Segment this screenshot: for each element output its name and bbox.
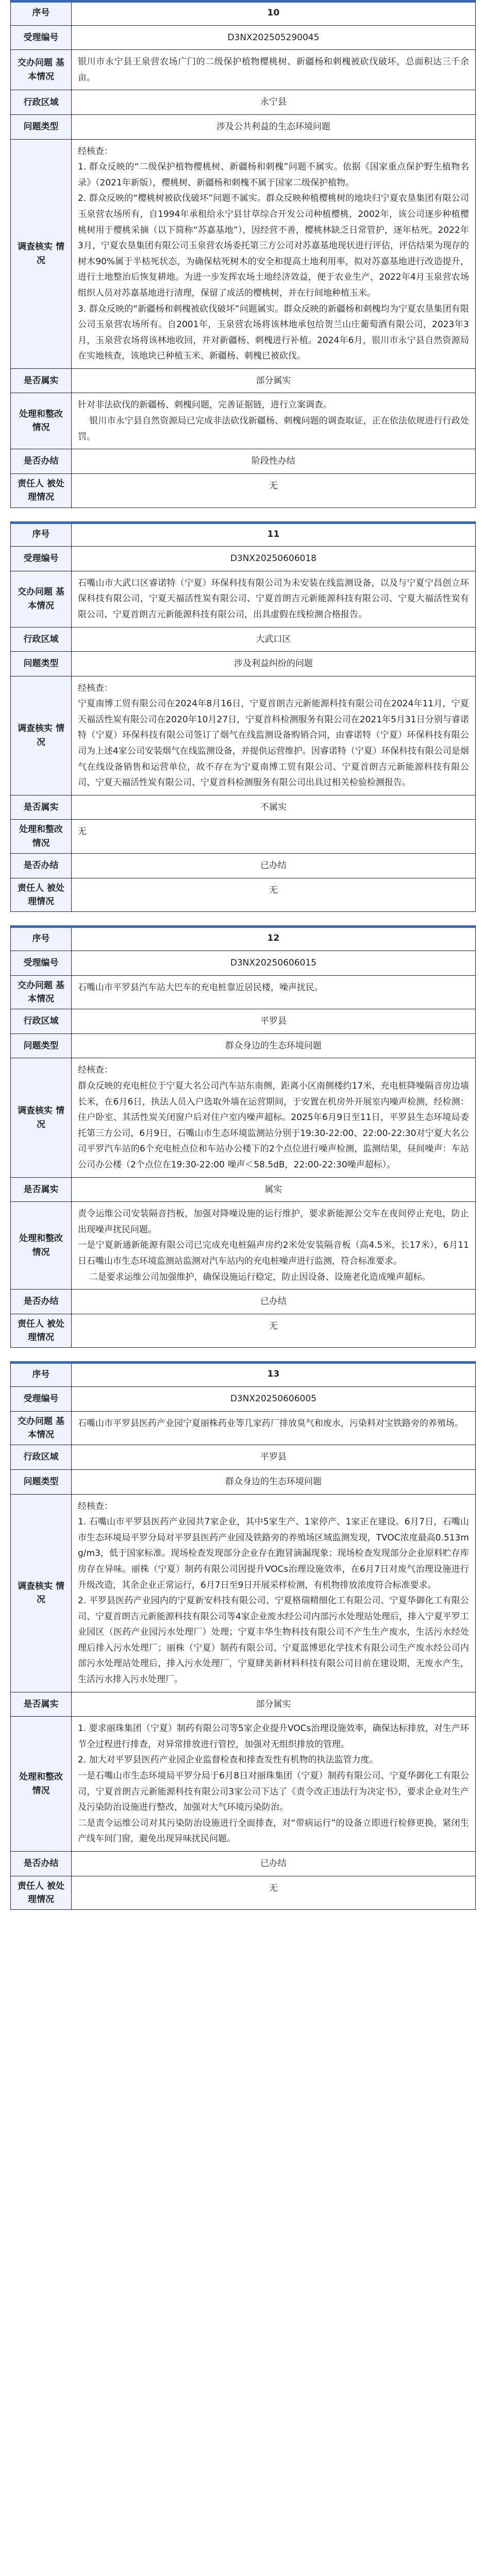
case-person: 无 <box>269 885 278 895</box>
row-result <box>11 1716 475 1851</box>
label-description: 交办问题 基本情况 <box>11 1412 72 1445</box>
label-check: 调查核实 情况 <box>11 140 72 368</box>
row-result <box>11 819 475 853</box>
case-truth: 属实 <box>264 1184 282 1195</box>
label-truth: 是否属实 <box>11 369 72 393</box>
label-person: 责任人 被处理情况 <box>11 1314 72 1348</box>
label-check: 调查核实 情况 <box>11 1495 72 1692</box>
label-district: 行政区域 <box>11 1445 72 1469</box>
label-seq: 序号 <box>11 925 72 951</box>
row-truth <box>11 368 475 393</box>
label-type: 问题类型 <box>11 1034 72 1058</box>
case-person: 无 <box>269 480 278 491</box>
label-result: 处理和整改 情况 <box>11 1202 72 1289</box>
row-truth <box>11 1177 475 1202</box>
case-description: 银川市永宁县王泉营农场广门的二级保护植物樱桃树、新疆杨和刺槐被砍伐破坏，总面积达三千余亩。 <box>78 57 469 83</box>
case-truth: 不属实 <box>260 802 287 812</box>
case-district: 大武口区 <box>256 634 291 645</box>
case-seq: 13 <box>267 1369 280 1380</box>
row-seq <box>11 521 475 547</box>
row-code <box>11 25 475 50</box>
row-type <box>11 1033 475 1058</box>
label-result: 处理和整改 情况 <box>11 820 72 853</box>
row-code <box>11 546 475 571</box>
row-check <box>11 139 475 368</box>
label-description: 交办问题 基本情况 <box>11 571 72 627</box>
row-truth <box>11 1692 475 1717</box>
label-done: 是否办结 <box>11 854 72 878</box>
case-check: 经核查： 1. 石嘴山市平罗县医药产业园共7家企业，其中5家生产、1家停产、1家正在建设。6月7日，石嘴山市生态环境局平罗分局对平罗县医药产业园及铁路旁的养殖场区域监测发现，TVOC浓度最高0.513mg/m3，低于国家标准。现场检查发现部分企业存在跑冒滴漏现象；现场检查发现部分企业原料贮存库房存在异味。丽株（宁夏）制药有限公司因提升VOCs治理设施效率，在6月7日对废气治理设施进行升级改造，其余企业正常运行，6月7日至9日开展采样检测，有机物排放浓度符合标准要求。 2. 平罗县医药产业园内的宁夏新安科技有限公司、宁夏格瑞精细化工有限公司、宁夏华御化工有限公司、宁夏首朗吉元新能源科技有限公司等4家企业废水经公司内部污水处理站处理后，排入宁夏平罗工业园区（医药产业园污水处理厂）处理；宁夏丰华生物科技有限公司不产生生产废水，生活污水经处理后排入污水处理厂；丽株（宁夏）制药有限公司、宁夏蓝博思化学技术有限公司生产废水经公司内部污水处理站处理后，排入污水处理厂，宁夏肆美新材料科技有限公司目前在建设期，无废水产生，生活污水排入污水处理厂。 <box>78 1501 469 1685</box>
case-card <box>10 1361 476 1910</box>
case-code: D3NX20250606018 <box>230 553 317 564</box>
case-seq: 11 <box>267 529 280 539</box>
row-check <box>11 1494 475 1692</box>
case-result: 针对非法砍伐的新疆杨、刺槐问题，完善证据链，进行立案调查。 银川市永宁县自然资源局已完成非法砍伐新疆杨、刺槐问题的调查取证，正在依法依规进行行政处罚。 <box>78 400 469 442</box>
case-card <box>10 0 476 508</box>
case-truth: 部分属实 <box>256 1699 291 1709</box>
label-district: 行政区域 <box>11 628 72 652</box>
case-seq: 12 <box>267 933 280 944</box>
row-type <box>11 1469 475 1494</box>
case-done: 阶段性办结 <box>252 456 295 467</box>
label-check: 调查核实 情况 <box>11 1058 72 1177</box>
row-district <box>11 1009 475 1033</box>
label-result: 处理和整改 情况 <box>11 1717 72 1851</box>
case-result: 责令运维公司安装隔音挡板，加强对降噪设施的运行维护，要求新能源公交车在夜间停止充电，防止出现噪声扰民问题。 一是宁夏新通新能源有限公司已完成充电桩隔声房约2米处安装隔音板（高4.5米，长17米），6月11日石嘴山市生态环境监测站监测对汽车站内的充电桩噪声进行监测，符合标准要求。 二是要求运维公司加强维护，确保设施运行稳定，防止因设备、设施老化造成噪声超标。 <box>78 1209 469 1282</box>
label-truth: 是否属实 <box>11 1692 72 1717</box>
label-code: 受理编号 <box>11 1387 72 1411</box>
label-code: 受理编号 <box>11 951 72 975</box>
row-check <box>11 676 475 795</box>
label-person: 责任人 被处理情况 <box>11 878 72 912</box>
case-seq: 10 <box>267 8 280 18</box>
case-done: 已办结 <box>260 1858 287 1869</box>
label-seq: 序号 <box>11 0 72 25</box>
case-description: 石嘴山市平罗县汽车站大巴车的充电桩靠近居民楼，噪声扰民。 <box>78 982 323 993</box>
case-district: 永宁县 <box>260 97 287 108</box>
case-code: D3NX20250606005 <box>230 1394 317 1404</box>
case-type: 群众身边的生态环境问题 <box>225 1040 322 1051</box>
case-description: 石嘴山市平罗县医药产业园宁夏丽株药业等几家药厂排放臭气和废水，污染料对宝铁路旁的养殖场。 <box>78 1418 463 1429</box>
row-type <box>11 114 475 139</box>
row-done <box>11 853 475 878</box>
label-district: 行政区域 <box>11 90 72 114</box>
label-code: 受理编号 <box>11 26 72 50</box>
row-description <box>11 1411 475 1445</box>
label-type: 问题类型 <box>11 652 72 676</box>
label-district: 行政区域 <box>11 1009 72 1033</box>
row-truth <box>11 795 475 820</box>
case-person: 无 <box>269 1320 278 1331</box>
label-done: 是否办结 <box>11 1290 72 1314</box>
row-result <box>11 1201 475 1289</box>
row-person <box>11 878 475 912</box>
case-list <box>10 0 476 1910</box>
label-seq: 序号 <box>11 1361 72 1386</box>
row-seq <box>11 1361 475 1386</box>
row-seq <box>11 925 475 951</box>
row-district <box>11 90 475 114</box>
case-card <box>10 925 476 1348</box>
case-done: 已办结 <box>260 860 287 871</box>
row-check <box>11 1058 475 1177</box>
row-description <box>11 571 475 627</box>
label-done: 是否办结 <box>11 449 72 473</box>
row-seq <box>11 0 475 25</box>
case-result: 1. 要求丽珠集团（宁夏）制药有限公司等5家企业提升VOCs治理设施效率，确保达标排放，对生产环节全过程进行排查，对异常排放进行管控，加强对无组织排放的管理。 2. 加大对平罗县医药产业园企业监督检查和排查发性有机物的执法监管力度。 一是石嘴山市生态环境局平罗分局于6月8日对丽珠集团（宁夏）制药有限公司、宁夏华御化工有限公司，宁夏首朗吉元新能源科技有限公司3家公司下达了《责令改正违法行为决定书》，要求企业对生产及污染防治设施进行整改，加强对大气环境污染防治。 二是责令运维公司对其污染防治设施进行全面排查，对“带病运行”的设备立即进行检修更换，紧闭生产线车间门窗，避免出现异味扰民问题。 <box>78 1723 469 1844</box>
label-description: 交办问题 基本情况 <box>11 50 72 90</box>
case-truth: 部分属实 <box>256 375 291 386</box>
label-code: 受理编号 <box>11 547 72 571</box>
label-person: 责任人 被处理情况 <box>11 1876 72 1910</box>
row-type <box>11 651 475 676</box>
case-description: 石嘴山市大武口区睿诺特（宁夏）环保科技有限公司为未安装在线监测设备，以及与宁夏宁昌创立环保科技有限公司，宁夏天福活性炭有限公司、宁夏首朗吉元新能源科技有限公司、宁夏大福活性炭有限公司、宁夏首朗吉元新能源科技有限公司，出具虚假在线检测合格报告。 <box>78 578 469 620</box>
label-type: 问题类型 <box>11 115 72 139</box>
case-type: 涉及公共利益的生态环境问题 <box>216 121 330 132</box>
case-district: 平罗县 <box>260 1452 287 1463</box>
case-done: 已办结 <box>260 1296 287 1307</box>
case-card <box>10 521 476 912</box>
case-type: 群众身边的生态环境问题 <box>225 1476 322 1487</box>
case-person: 无 <box>269 1883 278 1893</box>
label-check: 调查核实 情况 <box>11 676 72 795</box>
row-done <box>11 449 475 473</box>
case-district: 平罗县 <box>260 1016 287 1027</box>
row-description <box>11 975 475 1009</box>
row-result <box>11 393 475 449</box>
row-code <box>11 951 475 975</box>
row-district <box>11 627 475 652</box>
label-seq: 序号 <box>11 521 72 547</box>
row-done <box>11 1851 475 1876</box>
row-description <box>11 49 475 90</box>
case-check: 经核查： 1. 群众反映的“二级保护植物樱桃树、新疆杨和刺槐”问题不属实。依据《国家重点保护野生植物名录》（2021年新版），樱桃树、新疆杨和刺槐不属于国家二级保护植物。 2. 群众反映的“樱桃树被砍伐破坏”问题不属实。群众反映种植樱桃树的地块归宁夏农垦集团有限公司玉泉营农场所有，自1994年承租给永宁县甘草综合开发公司种植樱桃，2002年，该公司逐步种植樱桃树用于樱桃采摘（以下简称“苏嘉基地”），因经营不善，樱桃林缺乏日常管护，逐年枯死。2022年3月，宁夏农垦集团有限公司玉泉营农场委托第三方公司对苏嘉基地现状进行评估，评估结果为现存的树木90%属于半枯死状态，为确保枯死树木的安全和提高土地利用率，拟对苏嘉基地进行改造提升，进行土地整治后恢复耕地。为进一步发挥农场土地经济效益，便于农业生产，2022年4月玉泉营农场组织人员对苏嘉基地进行清理，保留了成活的樱桃树，并在行间地种植玉米。 3. 群众反映的“新疆杨和刺槐被砍伐破坏”问题属实。群众反映的新疆杨和刺槐均为宁夏农垦集团有限公司玉泉营农场所有。自2001年，玉泉营农场将该林地承包给贺兰山庄葡萄酒有限公司，2023年3月，玉泉营农场将该林地收回，并对新疆杨、刺槐进行补植。2024年6月，银川市永宁县自然资源局在实地核查，该地块已种植玉米、新疆杨、刺槐已被砍伐。 <box>78 146 469 362</box>
case-check: 经核查： 宁夏南博工贸有限公司在2024年8月16日，宁夏首朗吉元新能源科技有限公司在2024年11月，宁夏天福活性炭有限公司在2020年10月27日，宁夏首科检测服务有限公司在2021年5月31日分别与睿诺特（宁夏）环保科技有限公司签订了烟气在线监测设备购销合同，由睿诺特（宁夏）环保科技有限公司为上述4家公司安装烟气在线监测设备，并提供运营维护。因睿诺特（宁夏）环保科技有限公司是烟气在线设备销售和运营单位，故不存在为宁夏南博工贸有限公司、宁夏首朗吉元新能源科技有限公司、宁夏天福活性炭有限公司、宁夏首科检测服务有限公司出具过相关检验检测报告。 <box>78 683 469 788</box>
row-person <box>11 1876 475 1910</box>
case-code: D3NX202505290045 <box>227 32 320 43</box>
row-person <box>11 473 475 507</box>
row-done <box>11 1289 475 1314</box>
case-check: 经核查： 群众反映的充电桩位于宁夏大名公司汽车站东南侧，距离小区南侧楼约17米，充电桩降噪隔音房边墙长米，在6月6日，执法人员入户选取外墙在运营期间，于安置在机房外开展室内噪声检测，经检测：住户卧室、其活性炭关闭窗户后对住户室内噪声超标。2025年6月9日至11日，平罗县生态环境局委托第三方公司，6月9日，石嘴山市生态环境监测站分别于19:30-22:00、22:00-22:30对宁夏大名公司平罗汽车站的6个充电桩点位和车站办公楼下的2个点位进行噪声检测，监测结果，昼间噪声：车站公司办公楼（2个点位在19:30-22:00 噪声＜58.5dB，22:00-22:30噪声超标）。 <box>78 1065 469 1171</box>
row-code <box>11 1386 475 1411</box>
row-person <box>11 1314 475 1348</box>
label-truth: 是否属实 <box>11 795 72 820</box>
label-result: 处理和整改 情况 <box>11 393 72 449</box>
label-truth: 是否属实 <box>11 1178 72 1202</box>
case-code: D3NX20250606015 <box>230 958 317 968</box>
label-done: 是否办结 <box>11 1852 72 1876</box>
case-result: 无 <box>78 826 87 837</box>
label-person: 责任人 被处理情况 <box>11 474 72 507</box>
case-type: 涉及利益纠纷的问题 <box>234 658 313 669</box>
label-type: 问题类型 <box>11 1470 72 1494</box>
row-district <box>11 1445 475 1469</box>
label-description: 交办问题 基本情况 <box>11 976 72 1009</box>
